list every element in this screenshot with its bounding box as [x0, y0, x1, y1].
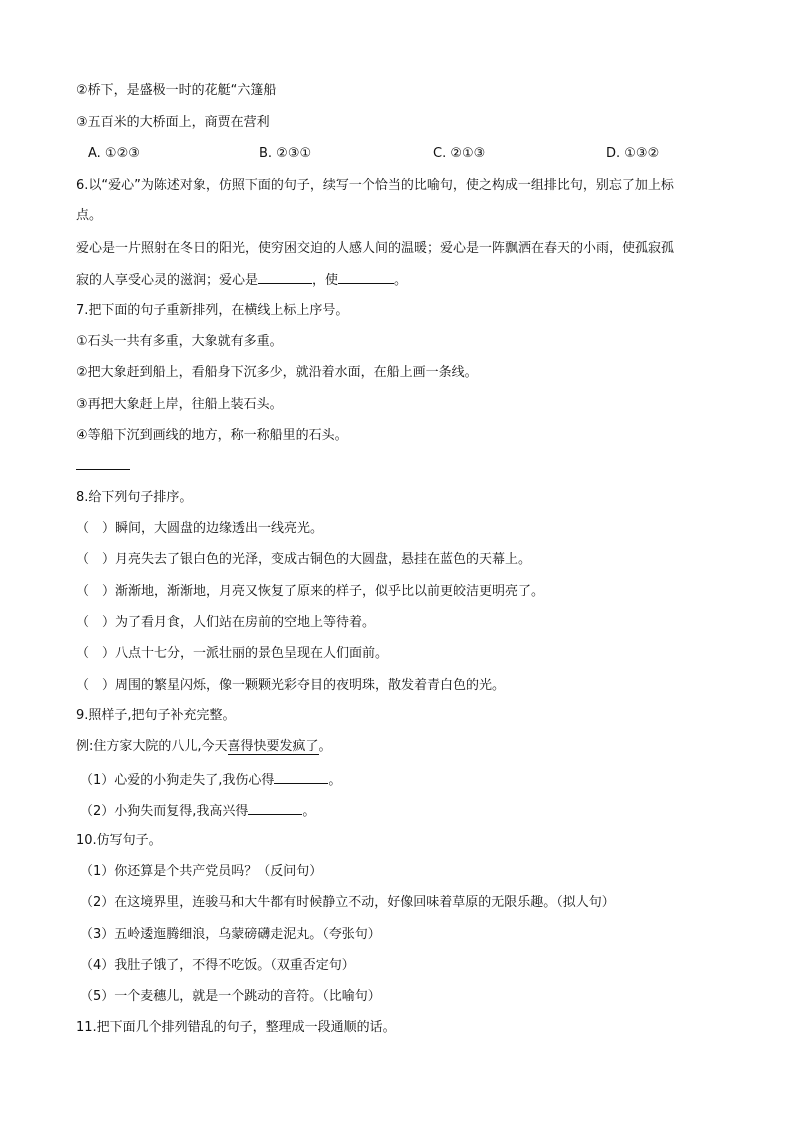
q6-answer-blank-1[interactable] [258, 270, 312, 284]
q7-answer-line[interactable] [76, 469, 130, 470]
q6-answer-blank-2[interactable] [338, 270, 394, 284]
q11-title: 11.把下面几个排列错乱的句子，整理成一段通顺的话。 [76, 1020, 396, 1035]
q7-item-3: ③再把大象赶上岸，往船上装石头。 [76, 397, 283, 412]
q5-option-c: C. ②①③ [433, 146, 486, 161]
q9-item-2-end: 。 [302, 804, 316, 819]
q8-item-6: （ ）周围的繁星闪烁，像一颗颗光彩夺目的夜明珠，散发着青白色的光。 [76, 678, 506, 693]
q6-title-line2: 点。 [76, 208, 103, 223]
q10-item-1: （1）你还算是个共产党员吗？（反问句） [80, 864, 323, 879]
q9-item-2 [80, 801, 315, 821]
q9-item-1 [80, 770, 341, 790]
q8-item-3: （ ）渐渐地，渐渐地，月亮又恢复了原来的样子，似乎比以前更皎洁更明亮了。 [76, 584, 545, 599]
q8-item-2: （ ）月亮失去了银白色的光泽，变成古铜色的大圆盘，悬挂在蓝色的天幕上。 [76, 552, 532, 567]
q9-example-suffix: 。 [318, 739, 332, 754]
q8-title: 8.给下列句子排序。 [76, 490, 193, 505]
q6-example-line2 [76, 270, 407, 290]
q9-item-1-text: （1）心爱的小狗走失了,我伤心得 [80, 773, 275, 788]
q8-item-1: （ ）瞬间，大圆盘的边缘透出一线亮光。 [76, 521, 324, 536]
q7-item-4: ④等船下沉到画线的地方，称一称船里的石头。 [76, 428, 348, 443]
q9-example [76, 738, 332, 756]
q9-item-1-blank[interactable] [274, 770, 328, 784]
q8-item-5: （ ）八点十七分，一派壮丽的景色呈现在人们面前。 [76, 646, 389, 661]
q6-text-c: 。 [394, 273, 408, 288]
q5-option-d: D. ①③② [606, 146, 660, 161]
q6-example-line1: 爱心是一片照射在冬日的阳光，使穷困交迫的人感人间的温暖；爱心是一阵飘洒在春天的小雨，使孤寂孤 [76, 241, 675, 256]
q5-item-3: ③五百米的大桥面上，商贾在营利 [76, 115, 270, 130]
q10-title: 10.仿写句子。 [76, 833, 162, 848]
q9-item-2-blank[interactable] [248, 801, 302, 815]
q7-item-2: ②把大象赶到船上，看船身下沉多少，就沿着水面，在船上画一条线。 [76, 365, 478, 380]
q10-item-5: （5）一个麦穗儿，就是一个跳动的音符。（比喻句） [80, 989, 381, 1004]
q5-item-2: ②桥下，是盛极一时的花艇“六篷船 [76, 83, 277, 98]
q9-item-2-text: （2）小狗失而复得,我高兴得 [80, 804, 249, 819]
q6-title-line1: 6.以“爱心”为陈述对象，仿照下面的句子，续写一个恰当的比喻句，使之构成一组排比句，别忘了加上标 [76, 178, 674, 193]
q9-title: 9.照样子,把句子补充完整。 [76, 708, 236, 723]
q5-option-b: B. ②③① [259, 146, 312, 161]
q8-item-4: （ ）为了看月食，人们站在房前的空地上等待着。 [76, 615, 376, 630]
q6-text-a: 寂的人享受心灵的滋润；爱心是 [76, 273, 259, 288]
q7-title: 7.把下面的句子重新排列，在横线上标上序号。 [76, 303, 349, 318]
q10-item-4: （4）我肚子饿了，不得不吃饭。（双重否定句） [80, 958, 355, 973]
q9-example-underlined: 喜得快要发疯了 [227, 739, 319, 754]
q10-item-3: （3）五岭逶迤腾细浪，乌蒙磅礴走泥丸。（夸张句） [80, 927, 381, 942]
q9-example-prefix: 例:住方家大院的八儿,今天 [76, 739, 228, 754]
q7-item-1: ①石头一共有多重，大象就有多重。 [76, 334, 283, 349]
q5-option-a: A. ①②③ [88, 146, 140, 161]
q6-text-b: ，使 [312, 273, 339, 288]
q9-item-1-end: 。 [328, 773, 342, 788]
q10-item-2: （2）在这境界里，连骏马和大牛都有时候静立不动，好像回味着草原的无限乐趣。（拟人句） [80, 895, 615, 910]
